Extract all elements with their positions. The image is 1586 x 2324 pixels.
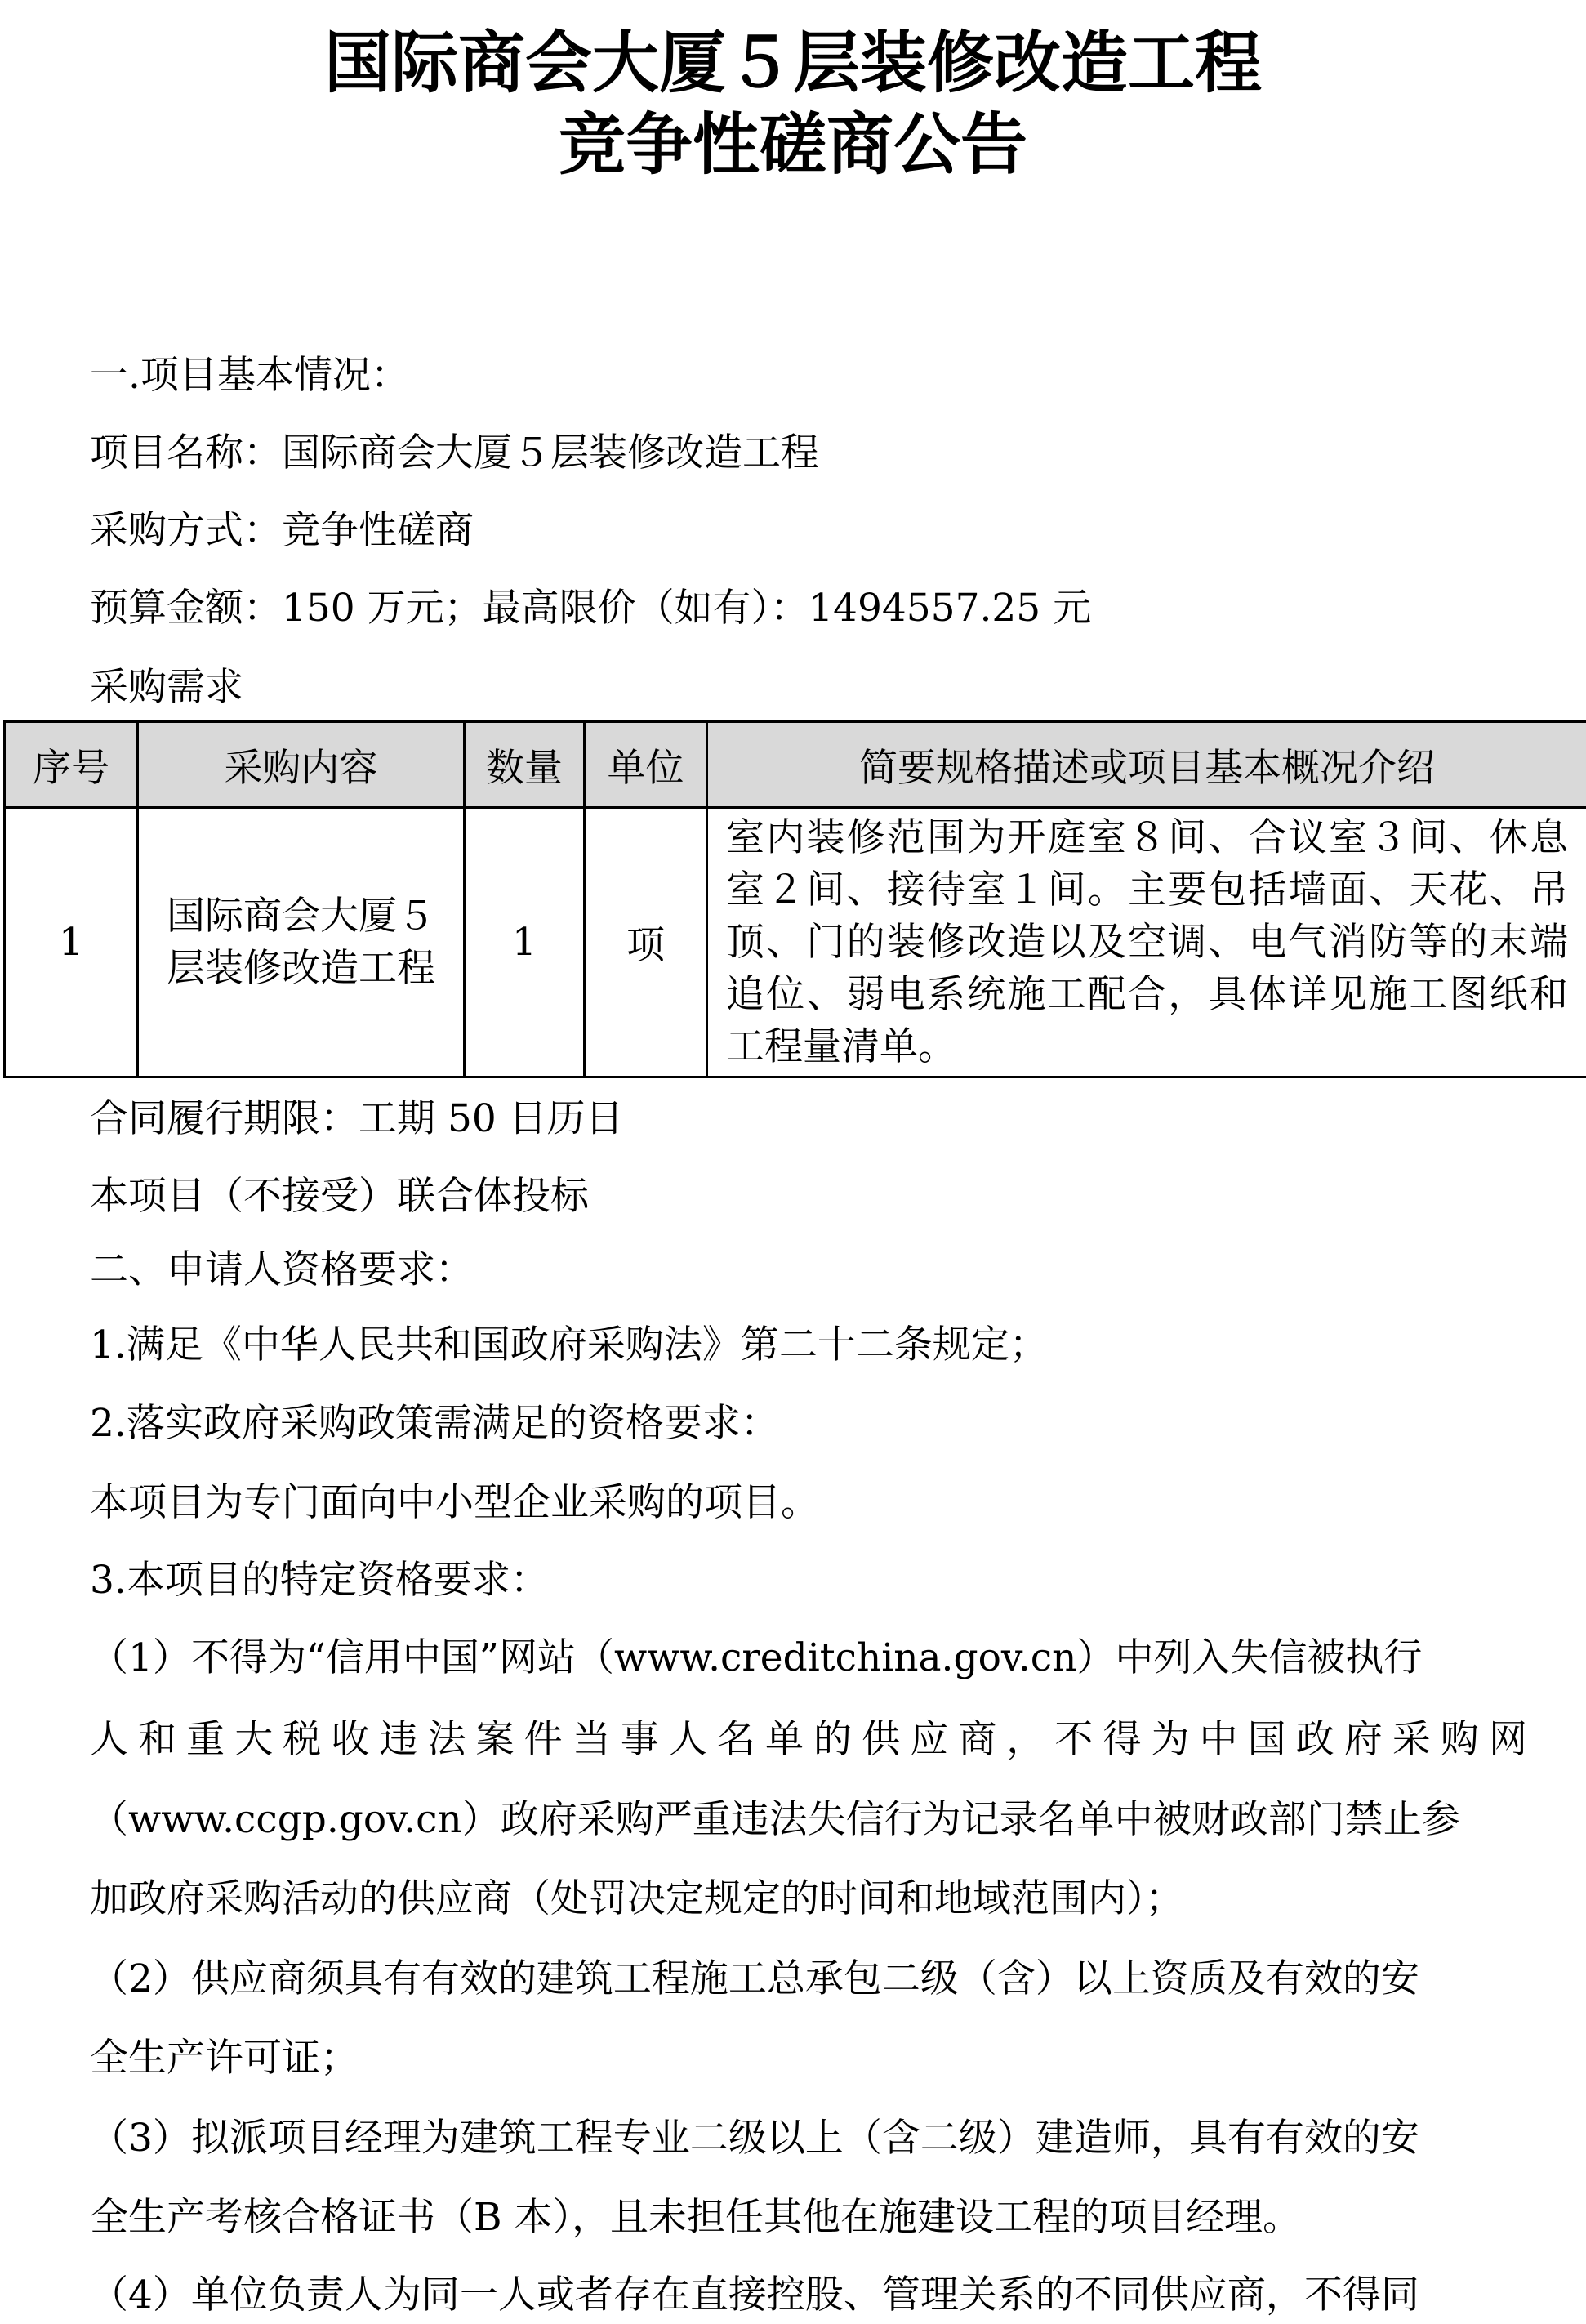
header-content: 采购内容 [138,722,465,808]
requirement-3: 3.本项目的特定资格要求： [90,1558,549,1603]
header-qty: 数量 [465,722,585,808]
procurement-method: 采购方式：竞争性磋商 [90,508,474,553]
title-line-2: 竞争性磋商公告 [558,106,1027,184]
contract-period: 合同履行期限：工期 50 日历日 [90,1096,624,1141]
section2-heading: 二、申请人资格要求： [90,1247,474,1292]
demand-table [3,720,1586,1078]
consortium-note: 本项目（不接受）联合体投标 [90,1174,589,1219]
item4-line1: （4）单位负责人为同一人或者存在直接控股、管理关系的不同供应商，不得同 [90,2273,1419,2317]
item3-line2: 全生产考核合格证书（B 本），且未担任其他在施建设工程的项目经理。 [90,2195,1301,2240]
cell-desc: 室内装修范围为开庭室８间、合议室３间、休息室２间、接待室１间。主要包括墙面、天花、吊顶、门的装修改造以及空调、电气消防等的末端追位、弱电系统施工配合，具体详见施工图纸和工程量清单。 [707,808,1586,1077]
item1-line3: （www.ccgp.gov.cn）政府采购严重违法失信行为记录名单中被财政部门禁止参 [90,1797,1460,1842]
cell-unit: 项 [585,808,707,1077]
item2-line1: （2）供应商须具有有效的建筑工程施工总承包二级（含）以上资质及有效的安 [90,1956,1419,2001]
requirement-2: 2.落实政府采购政策需满足的资格要求： [90,1401,779,1446]
table-header-row [5,722,1586,808]
header-desc: 简要规格描述或项目基本概况介绍 [707,722,1586,808]
requirement-2-detail: 本项目为专门面向中小型企业采购的项目。 [90,1480,819,1525]
title-line-1: 国际商会大厦５层装修改造工程 [323,25,1262,102]
demand-label: 采购需求 [90,665,243,710]
item1-line1: （1）不得为“信用中国”网站（www.creditchina.gov.cn）中列入失信被执行 [90,1635,1423,1680]
item3-line1: （3）拟派项目经理为建筑工程专业二级以上（含二级）建造师，具有有效的安 [90,2116,1419,2161]
cell-qty: 1 [465,808,585,1077]
section1-heading: 一.项目基本情况： [90,353,409,398]
item1-line2: 人和重大税收违法案件当事人名单的供应商，不得为中国政府采购网 [90,1717,1527,1762]
header-no: 序号 [5,722,138,808]
table-row [5,808,1586,1077]
item2-line2: 全生产许可证； [90,2036,359,2081]
header-unit: 单位 [585,722,707,808]
cell-no: 1 [5,808,138,1077]
requirement-1: 1.满足《中华人民共和国政府采购法》第二十二条规定； [90,1323,1048,1367]
budget: 预算金额：150 万元；最高限价（如有）：1494557.25 元 [90,586,1092,631]
project-name: 项目名称：国际商会大厦５层装修改造工程 [90,430,819,475]
cell-content: 国际商会大厦５层装修改造工程 [138,808,465,1077]
item1-line4: 加政府采购活动的供应商（处罚决定规定的时间和地域范围内）； [90,1876,1184,1921]
